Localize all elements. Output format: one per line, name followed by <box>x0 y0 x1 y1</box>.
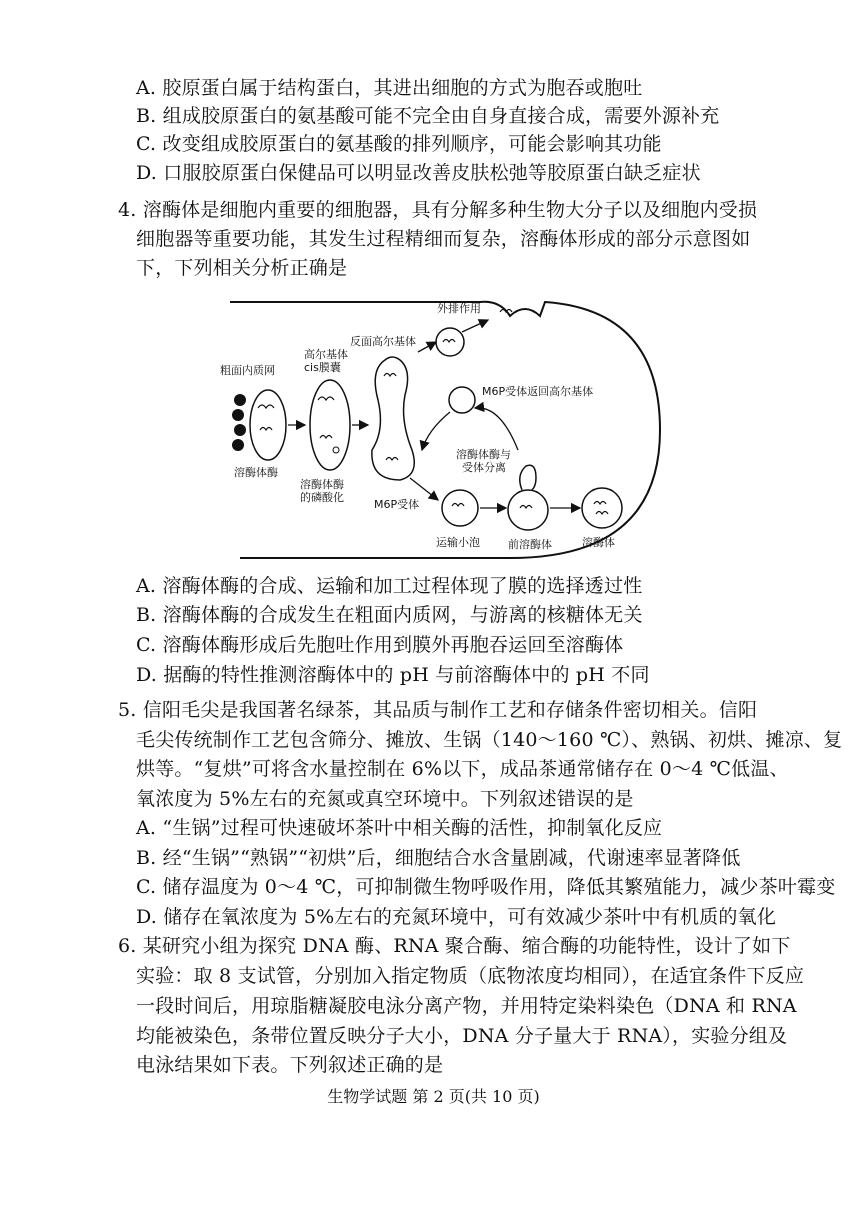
q5-option-d: D. 储存在氧浓度为 5%左右的充氮环境中，可有效减少茶叶中有机质的氧化 <box>136 906 777 928</box>
q3-option-d: D. 口服胶原蛋白保健品可以明显改善皮肤松弛等胶原蛋白缺乏症状 <box>136 162 701 184</box>
q4-stem-line-2: 细胞器等重要功能，其发生过程精细而复杂，溶酶体形成的部分示意图如 <box>136 228 751 250</box>
rough-er-vesicle <box>250 390 286 460</box>
label-pre-lysosome: 前溶酶体 <box>508 538 552 551</box>
q5-stem-line-1: 5. 信阳毛尖是我国著名绿茶，其品质与制作工艺和存储条件密切相关。信阳 <box>118 699 758 721</box>
q6-stem-line-1: 6. 某研究小组为探究 DNA 酶、RNA 聚合酶、缩合酶的功能特性，设计了如下 <box>118 935 791 957</box>
q5-option-a: A. “生锅”过程可快速破坏茶叶中相关酶的活性，抑制氧化反应 <box>136 817 663 839</box>
lysosome-formation-diagram <box>200 290 670 560</box>
label-trans-golgi: 反面高尔基体 <box>350 335 416 348</box>
label-m6p-return: M6P受体返回高尔基体 <box>482 385 594 398</box>
ribosome-dot <box>234 394 246 406</box>
enzyme-glyph <box>258 405 274 430</box>
label-exocytosis: 外排作用 <box>437 302 481 315</box>
label-rough-er: 粗面内质网 <box>220 364 275 377</box>
q4-option-c: C. 溶酶体酶形成后先胞吐作用到膜外再胞吞运回至溶酶体 <box>136 634 624 656</box>
q4-option-d: D. 据酶的特性推测溶酶体中的 pH 与前溶酶体中的 pH 不同 <box>136 664 650 686</box>
label-golgi-2: cis膜囊 <box>304 361 341 374</box>
q5-stem-line-3: 烘等。“复烘”可将含水量控制在 6%以下，成品茶通常储存在 0～4 ℃低温、 <box>136 758 789 780</box>
trans-golgi-network <box>372 357 414 480</box>
golgi-cis-cisterna <box>310 380 350 470</box>
secretory-vesicle <box>436 328 464 356</box>
enzyme-glyph <box>318 397 334 438</box>
q4-stem-line-3: 下，下列相关分析正确是 <box>136 257 348 279</box>
ribosome-dot <box>234 424 246 436</box>
q3-option-c: C. 改变组成胶原蛋白的氨基酸的排列顺序，可能会影响其功能 <box>136 133 662 155</box>
q5-stem-line-2: 毛尖传统制作工艺包含筛分、摊放、生锅（140～160 ℃）、熟锅、初烘、摊凉、复 <box>136 729 843 751</box>
q6-stem-line-4: 均能被染色，条带位置反映分子大小，DNA 分子量大于 RNA），实验分组及 <box>136 1025 788 1047</box>
label-m6p-receptor: M6P受体 <box>374 498 420 511</box>
q3-option-b: B. 组成胶原蛋白的氨基酸可能不完全由自身直接合成，需要外源补充 <box>136 105 720 127</box>
q4-option-a: A. 溶酶体酶的合成、运输和加工过程体现了膜的选择透过性 <box>136 575 643 597</box>
label-golgi-1: 高尔基体 <box>304 348 348 361</box>
q6-stem-line-2: 实验：取 8 支试管，分别加入指定物质（底物浓度均相同），在适宜条件下反应 <box>136 965 805 987</box>
q4-option-b: B. 溶酶体酶的合成发生在粗面内质网，与游离的核糖体无关 <box>136 604 643 626</box>
q6-stem-line-3: 一段时间后，用琼脂糖凝胶电泳分离产物，并用特定染料染色（DNA 和 RNA <box>136 995 797 1017</box>
label-separation-2: 受体分离 <box>462 461 506 474</box>
page-footer: 生物学试题 第 2 页(共 10 页) <box>327 1087 540 1106</box>
q5-option-c: C. 储存温度为 0～4 ℃，可抑制微生物呼吸作用，降低其繁殖能力，减少茶叶霉变 <box>136 876 836 898</box>
transport-vesicle <box>442 490 478 526</box>
label-phosphorylation-1: 溶酶体酶 <box>300 478 344 491</box>
q4-stem-line-1: 4. 溶酶体是细胞内重要的细胞器，具有分解多种生物大分子以及细胞内受损 <box>118 199 758 221</box>
ribosome-dot <box>232 409 244 421</box>
label-lysosomal-enzyme: 溶酶体酶 <box>234 466 278 479</box>
q6-stem-line-5: 电泳结果如下表。下列叙述正确的是 <box>136 1054 444 1076</box>
label-separation-1: 溶酶体酶与 <box>456 448 511 461</box>
lysosome <box>582 488 622 528</box>
q5-stem-line-4: 氧浓度为 5%左右的充氮或真空环境中。下列叙述错误的是 <box>136 788 634 810</box>
pre-lysosome <box>508 490 548 530</box>
label-lysosome: 溶酶体 <box>582 536 615 549</box>
label-phosphorylation-2: 的磷酸化 <box>300 491 344 504</box>
label-transport-vesicle: 运输小泡 <box>436 536 480 549</box>
q5-option-b: B. 经“生锅”“熟锅”“初烘”后，细胞结合水含量剧减，代谢速率显著降低 <box>136 847 741 869</box>
enzyme-glyph <box>384 374 398 461</box>
m6p-return-vesicle <box>449 387 475 413</box>
q3-option-a: A. 胶原蛋白属于结构蛋白，其进出细胞的方式为胞吞或胞吐 <box>136 77 643 99</box>
ribosome-dot <box>232 439 244 451</box>
